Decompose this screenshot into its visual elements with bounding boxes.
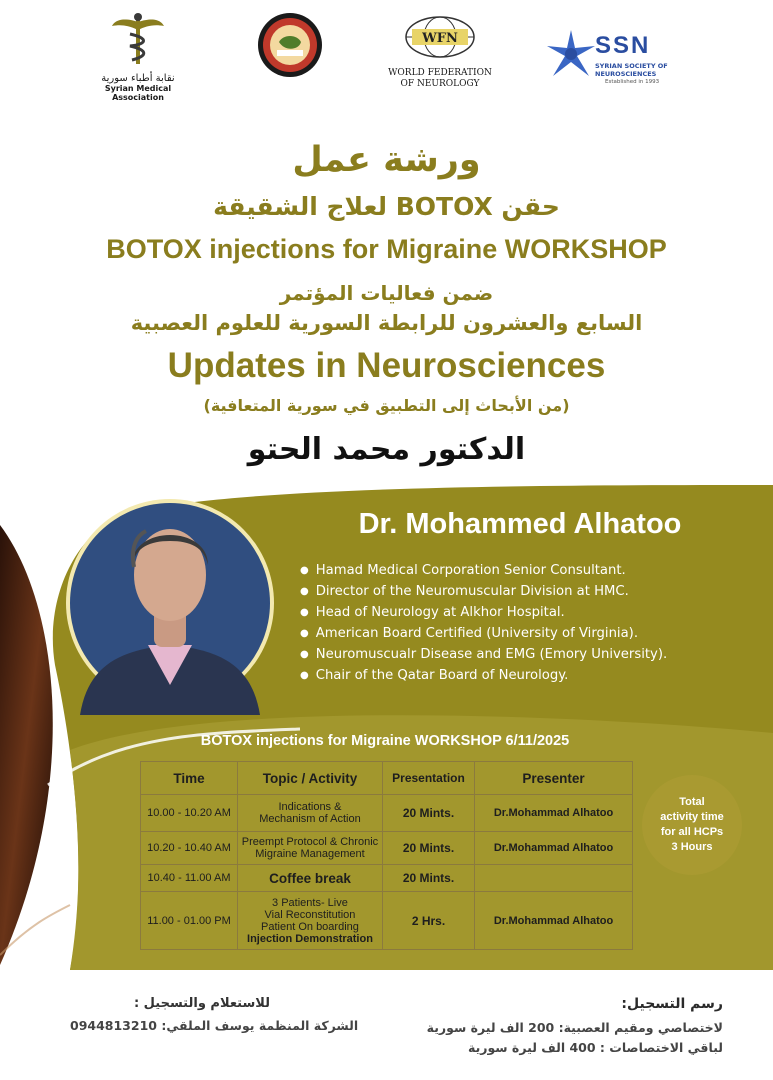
- header-topic: Topic / Activity: [238, 762, 383, 795]
- ssn-sub-1: SYRIAN SOCIETY OF: [595, 62, 668, 70]
- row-topic-line: Vial Reconstitution: [264, 908, 356, 921]
- doctor-arabic-name: الدكتور محمد الحتو: [247, 432, 526, 467]
- row-topic-line: Mechanism of Action: [259, 813, 361, 825]
- speaker-bio-list: [300, 560, 667, 686]
- schedule-title: BOTOX injections for Migraine WORKSHOP 6/11/2025: [200, 733, 570, 749]
- ssn-subtitle: [595, 62, 668, 78]
- row-topic-line: 3 Patients- Live: [272, 896, 348, 909]
- paune-seal-icon: [257, 12, 323, 78]
- row-topic-line: Indications &: [278, 801, 342, 813]
- row-topic-line: Patient On boarding: [261, 920, 359, 933]
- table-header-row: [141, 762, 633, 795]
- header-presentation: Presentation: [382, 762, 474, 795]
- table-row: [141, 832, 633, 865]
- ssn-logo: [545, 12, 695, 97]
- table-row: [141, 795, 633, 832]
- row-duration: 20 Mints.: [382, 832, 474, 865]
- table-row: [141, 892, 633, 950]
- neuron-star-icon: [545, 28, 597, 80]
- row-duration: 20 Mints.: [382, 795, 474, 832]
- total-activity-time-badge: [642, 775, 742, 875]
- bio-item: ● Neuromuscualr Disease and EMG (Emory University).: [300, 644, 667, 665]
- bio-item: ● Hamad Medical Corporation Senior Consultant.: [300, 560, 667, 581]
- row-topic-line: Injection Demonstration: [247, 932, 373, 945]
- conference-english-name: Updates in Neurosciences: [167, 346, 606, 385]
- total-line: 3 Hours: [671, 841, 713, 853]
- row-presenter: [475, 865, 633, 892]
- header-time: Time: [141, 762, 238, 795]
- total-line: activity time: [660, 811, 724, 823]
- row-topic: [238, 795, 383, 832]
- ssn-established: Established in 1993: [605, 79, 660, 85]
- row-topic: [238, 832, 383, 865]
- row-presenter: Dr.Mohammad Alhatoo: [475, 892, 633, 950]
- total-line: for all HCPs: [660, 826, 724, 838]
- world-federation-of-neurology-logo: [385, 12, 495, 90]
- speaker-name: Dr. Mohammed Alhatoo: [358, 508, 682, 540]
- row-topic: Coffee break: [238, 865, 383, 892]
- contact-title: للاستعلام والتسجيل :: [133, 996, 270, 1011]
- row-presenter: Dr.Mohammad Alhatoo: [475, 832, 633, 865]
- conference-arabic-name: السابع والعشرون للرابطة السورية للعلوم العصبية: [130, 311, 643, 335]
- row-time: 10.00 - 10.20 AM: [141, 795, 238, 832]
- conference-tagline-arabic: (من الأبحاث إلى التطبيق في سورية المتعافية): [203, 396, 570, 415]
- row-duration: 20 Mints.: [382, 865, 474, 892]
- sma-english-name: Syrian Medical Association: [104, 84, 172, 102]
- bio-item: ● Chair of the Qatar Board of Neurology.: [300, 665, 667, 686]
- ssn-mark: SSN: [595, 32, 651, 59]
- row-presenter: Dr.Mohammad Alhatoo: [475, 795, 633, 832]
- fee-line-2: لباقي الاختصاصات : 400 الف ليرة سورية: [467, 1040, 723, 1055]
- row-topic-line: Preempt Protocol & Chronic: [241, 836, 379, 848]
- fee-line-1: لاختصاصي ومقيم العصبية: 200 الف ليرة سورية: [426, 1020, 723, 1035]
- workshop-english-title: BOTOX injections for Migraine WORKSHOP: [106, 234, 667, 264]
- row-time: 10.40 - 11.00 AM: [141, 865, 238, 892]
- wfn-line-2: OF NEUROLOGY: [400, 79, 480, 89]
- header-presenter: Presenter: [475, 762, 633, 795]
- contact-line: الشركة المنظمة يوسف الملقي: 0944813210: [70, 1018, 359, 1033]
- schedule-table: [140, 761, 633, 950]
- row-topic-line: Migraine Management: [255, 848, 365, 860]
- total-line: Total: [679, 796, 705, 808]
- row-time: 11.00 - 01.00 PM: [141, 892, 238, 950]
- workshop-arabic-title: ورشة عمل: [292, 140, 481, 180]
- globe-icon: [392, 12, 488, 64]
- wfn-mark: WFN: [422, 31, 458, 46]
- fees-title: رسم التسجيل:: [621, 996, 723, 1012]
- caduceus-icon: [108, 12, 168, 67]
- row-time: 10.20 - 10.40 AM: [141, 832, 238, 865]
- bio-item: ● Director of the Neuromuscular Division at HMC.: [300, 581, 667, 602]
- syrian-medical-association-logo: [78, 12, 198, 102]
- table-row: [141, 865, 633, 892]
- row-duration: 2 Hrs.: [382, 892, 474, 950]
- conference-within-arabic: ضمن فعاليات المؤتمر: [279, 281, 494, 305]
- ssn-sub-2: NEUROSCIENCES: [595, 70, 657, 78]
- wfn-line-1: WORLD FEDERATION: [388, 68, 492, 78]
- botox-arabic-subtitle: حقن BOTOX لعلاج الشقيقة: [213, 192, 560, 221]
- bio-item: ● Head of Neurology at Alkhor Hospital.: [300, 602, 667, 623]
- paune-logo: [255, 12, 325, 82]
- row-topic: [238, 892, 383, 950]
- sma-arabic-name: نقابة أطباء سورية: [101, 73, 175, 84]
- bio-item: ● American Board Certified (University of Virginia).: [300, 623, 667, 644]
